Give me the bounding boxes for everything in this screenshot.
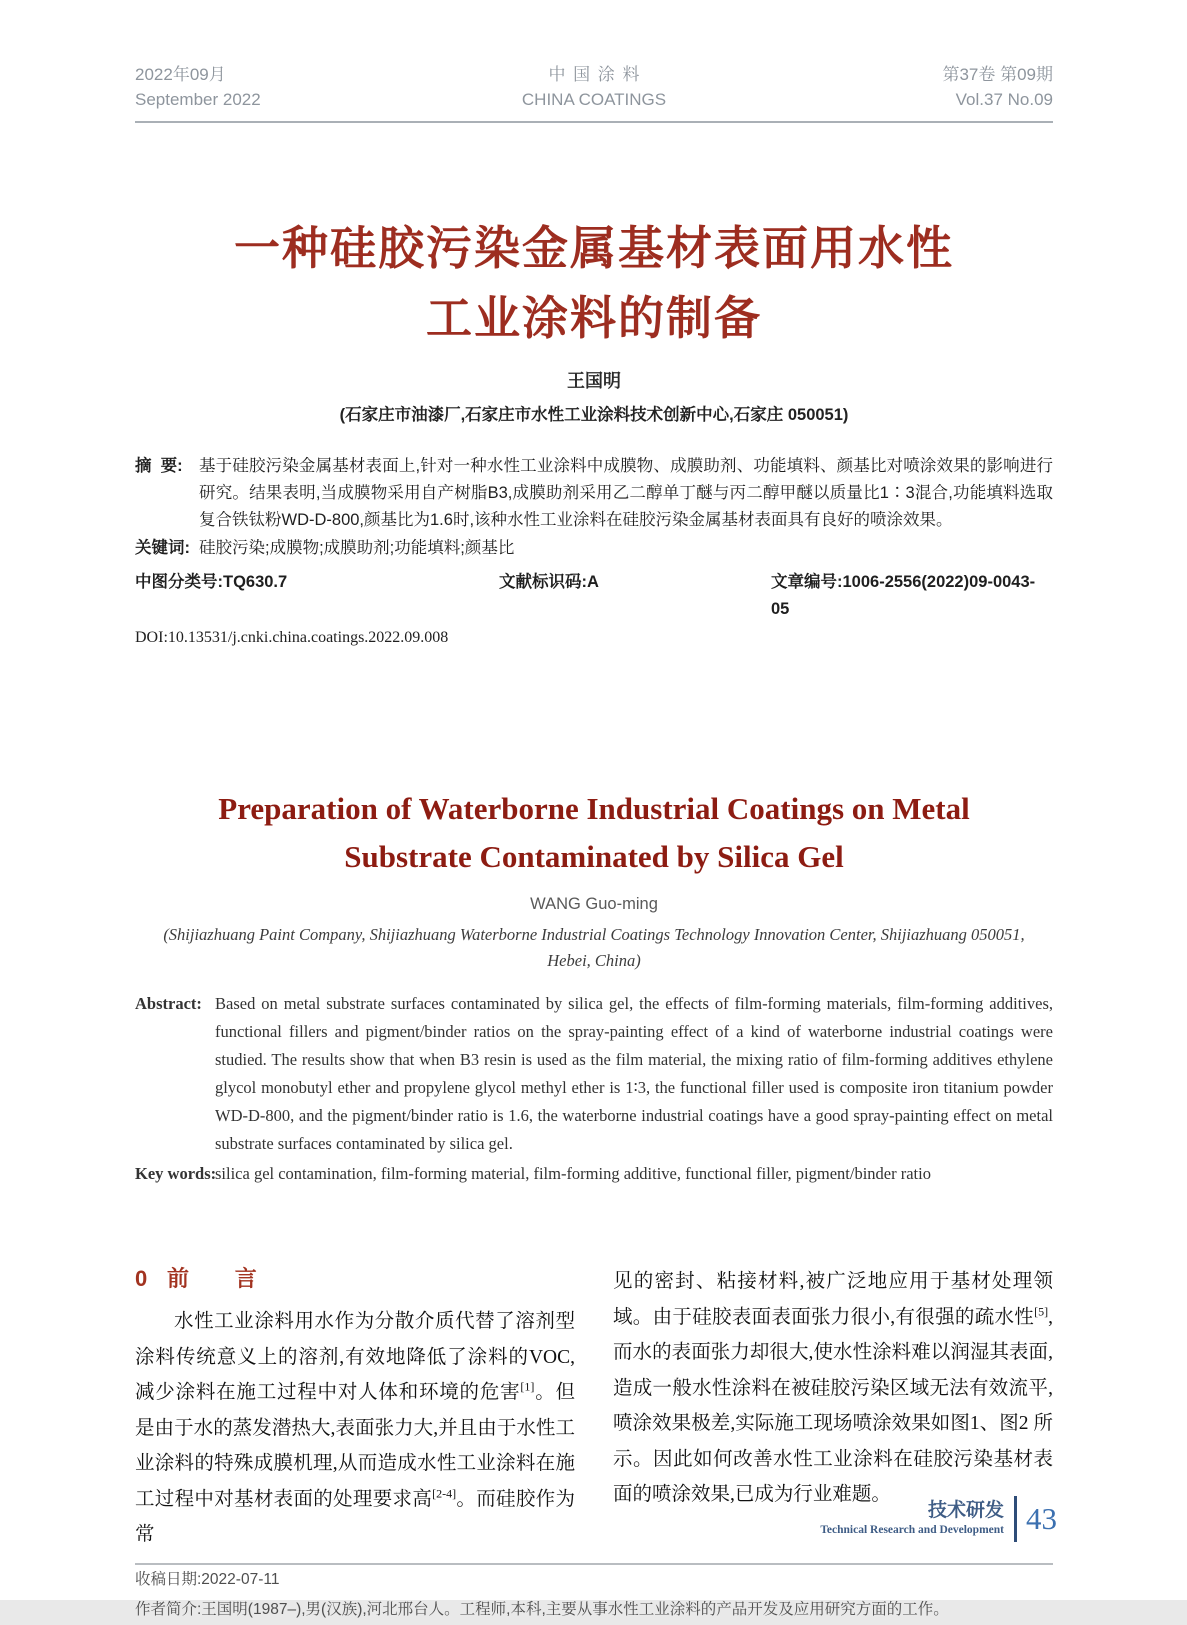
- classification-row: [135, 569, 1053, 623]
- keywords-cn-text: 硅胶污染;成膜物;成膜助剂;功能填料;颜基比: [199, 539, 515, 557]
- article-title-en-line2: Substrate Contaminated by Silica Gel: [344, 839, 844, 874]
- received-date: 收稿日期:2022-07-11: [135, 1570, 280, 1588]
- affiliation-en-line2: Hebei, China): [547, 951, 641, 970]
- abstract-en-text: Based on metal substrate surfaces contaminated by silica gel, the effects of film-forming materials, film-forming additives, functional fillers and pigment/binder ratios on the spray-painting effect of a kind of waterborne industrial coatings were studied. The results show that when B3 resin is used as the film material, the mixing ratio of film-forming additives ethylene glycol monobutyl ether and propylene glycol methyl ether is 1∶3, the functional filler used is composite iron titanium powder WD-D-800, and the pigment/binder ratio is 1.6, the waterborne industrial coatings have a good spray-painting effect on metal substrate surfaces contaminated by silica gel.: [215, 994, 1053, 1153]
- abstract-cn-text: 基于硅胶污染金属基材表面上,针对一种水性工业涂料中成膜物、成膜助剂、功能填料、颜基比对喷涂效果的影响进行研究。结果表明,当成膜物采用自产树脂B3,成膜助剂采用乙二醇单丁醚与丙二醇甲醚以质量比1∶3混合,功能填料选取复合铁钛粉WD-D-800,颜基比为1.6时,该种水性工业涂料在硅胶污染金属基材表面具有良好的喷涂效果。: [199, 457, 1053, 529]
- author-bio: 作者简介:王国明(1987–),男(汉族),河北邢台人。工程师,本科,主要从事水性工业涂料的产品开发及应用研究方面的工作。: [135, 1600, 949, 1618]
- section-0-number: 0: [135, 1266, 148, 1291]
- clc-number: 中图分类号:TQ630.7: [135, 573, 288, 591]
- doi: DOI:10.13531/j.cnki.china.coatings.2022.09.008: [135, 629, 449, 646]
- page-number: 43: [1026, 1501, 1057, 1536]
- column-name-cn: 技术研发: [927, 1500, 1004, 1521]
- article-title-cn-line2: 工业涂料的制备: [426, 292, 762, 344]
- journal-name-cn: 中国涂料: [548, 65, 648, 84]
- header-issue-en: Vol.37 No.09: [955, 90, 1053, 109]
- author-name-en: WANG Guo-ming: [530, 895, 658, 913]
- article-title-cn: [135, 213, 1053, 353]
- header-divider: [135, 121, 1053, 123]
- document-code: 文献标识码:A: [499, 573, 599, 591]
- column-name: [820, 1500, 1014, 1538]
- header-date: [135, 62, 522, 112]
- article-id: 文章编号:1006-2556(2022)09-0043-05: [771, 573, 1036, 618]
- keywords-cn: [135, 535, 1053, 562]
- abstract-cn: [135, 453, 1053, 534]
- header-date-en: September 2022: [135, 90, 261, 109]
- header-issue: [666, 62, 1053, 112]
- header-date-cn: 2022年09月: [135, 65, 226, 84]
- keywords-cn-label: 关键词:: [135, 539, 190, 557]
- article-title-en-line1: Preparation of Waterborne Industrial Coatings on Metal: [218, 791, 970, 826]
- affiliation-en-line1: (Shijiazhuang Paint Company, Shijiazhuang Waterborne Industrial Coatings Technology Innovation Center, Shijiazhuang 050051,: [163, 925, 1025, 944]
- abstract-cn-label: 摘 要:: [135, 457, 183, 475]
- journal-name-en: CHINA COATINGS: [521, 90, 667, 109]
- footnote-block: [135, 1563, 1053, 1625]
- journal-header: [135, 62, 1053, 112]
- author-name-cn: 王国明: [567, 371, 621, 391]
- keywords-en: [135, 1160, 1053, 1188]
- section-0-title: 前 言: [167, 1266, 277, 1291]
- intro-paragraph-right: 见的密封、粘接材料,被广泛地应用于基材处理领域。由于硅胶表面表面张力很小,有很强的疏水性[5],而水的表面张力却很大,使水性涂料难以润湿其表面,造成一般水性涂料在被硅胶污染区域无法有效流平,喷涂效果极差,实际施工现场喷涂效果如图1、图2 所示。因此如何改善水性工业涂料在硅胶污染基材表面的喷涂效果,已成为行业难题。: [613, 1271, 1053, 1505]
- header-journal-title: [522, 62, 666, 112]
- article-title-cn-line1: 一种硅胶污染金属基材表面用水性: [234, 222, 954, 274]
- section-0-heading: [135, 1264, 575, 1294]
- intro-paragraph-left: 水性工业涂料用水作为分散介质代替了溶剂型涂料传统意义上的溶剂,有效地降低了涂料的VOC,减少涂料在施工过程中对人体和环境的危害[1]。但是由于水的蒸发潜热大,表面张力大,并且由于水性工业涂料的特殊成膜机理,从而造成水性工业涂料在施工过程中对基材表面的处理要求高[2-4]。而硅胶作为常: [135, 1311, 575, 1545]
- header-issue-cn: 第37卷 第09期: [942, 65, 1053, 84]
- column-name-en: Technical Research and Development: [820, 1524, 1004, 1536]
- article-title-en: [135, 785, 1053, 881]
- body-column-left: [135, 1264, 575, 1553]
- keywords-en-label: Key words:: [135, 1164, 217, 1183]
- keywords-en-text: silica gel contamination, film-forming material, film-forming additive, functional filler, pigment/binder ratio: [215, 1164, 931, 1183]
- affiliation-en: [135, 922, 1053, 974]
- abstract-en: [135, 990, 1053, 1158]
- affiliation-cn: (石家庄市油漆厂,石家庄市水性工业涂料技术创新中心,石家庄 050051): [339, 406, 849, 424]
- page-footer: [820, 1496, 1057, 1542]
- abstract-en-label: Abstract:: [135, 994, 202, 1013]
